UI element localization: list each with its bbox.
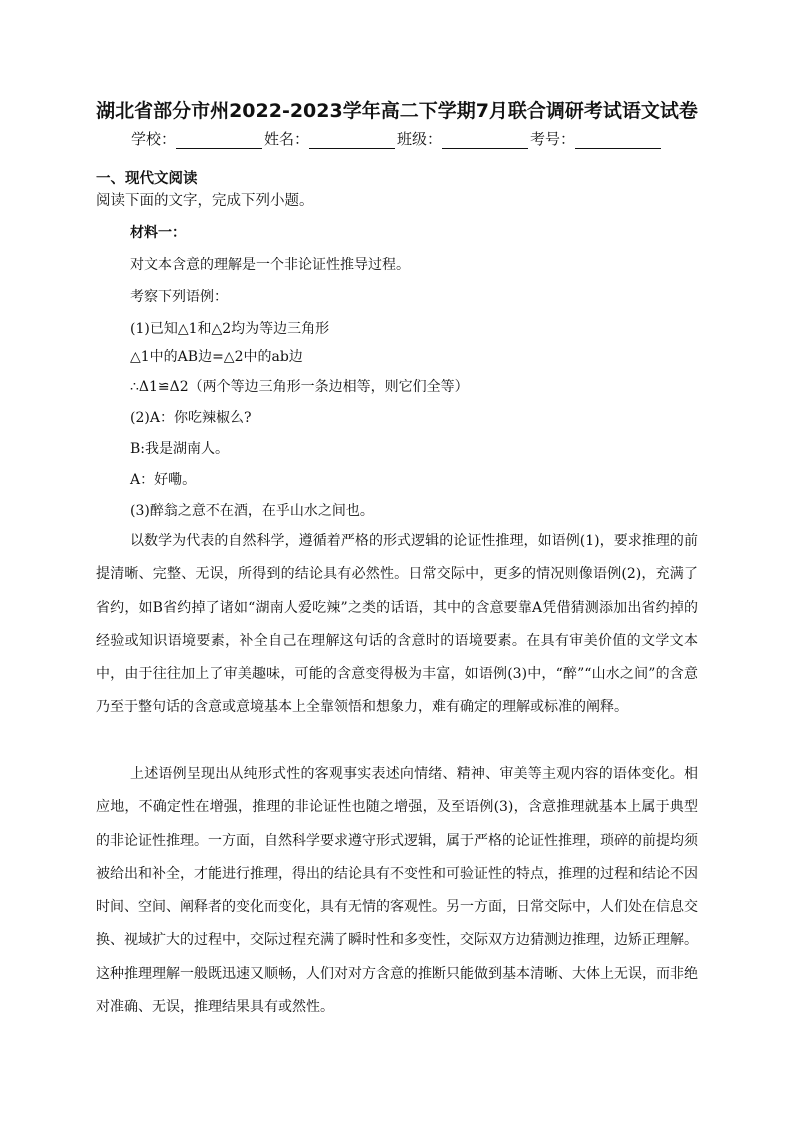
exam-title: 湖北省部分市州2022-2023学年高二下学期7月联合调研考试语文试卷 xyxy=(96,100,698,122)
name-blank xyxy=(309,132,395,149)
text-line: (1)已知△1和△2均为等边三角形 xyxy=(130,321,330,337)
class-label: 班级： xyxy=(397,130,443,148)
text-line: A：好嘞。 xyxy=(130,472,197,488)
text-line: (2)A：你吃辣椒么? xyxy=(130,410,252,426)
name-label: 姓名： xyxy=(263,130,309,148)
exam-number-label: 考号： xyxy=(530,130,576,148)
exam-number-field xyxy=(530,128,663,149)
text-line: △1中的AB边=△2中的ab边 xyxy=(130,349,303,365)
reading-instruction: 阅读下面的文字，完成下列小题。 xyxy=(96,193,314,209)
student-info-row xyxy=(0,128,794,149)
class-blank xyxy=(442,132,528,149)
school-field xyxy=(131,128,264,149)
body-paragraph: 以数学为代表的自然科学，遵循着严格的形式逻辑的论证性推理，如语例(1)，要求推理的前提清晰、完整、无误，所得到的结论具有必然性。日常交际中，更多的情况则像语例(2)，充满了省约，如B省约掉了诸如“湖南人爱吃辣”之类的话语，其中的含意要靠A凭借猜测添加出省约掉的经验或知识语境要素，补全自己在理解这句话的含意时的语境要素。在具有审美价值的文学文本中，由于往往加上了审美趣味，可能的含意变得极为丰富，如语例(3)中，“醉”“山水之间”的含意乃至于整句话的含意或意境基本上全靠领悟和想象力，难有确定的理解或标准的阐释。 xyxy=(96,533,698,716)
text-line: ∴Δ1≌Δ2（两个等边三角形一条边相等，则它们全等） xyxy=(130,379,469,395)
school-label: 学校： xyxy=(130,130,176,148)
name-field xyxy=(264,128,397,149)
text-line: B:我是湖南人。 xyxy=(130,441,230,457)
school-blank xyxy=(176,132,262,149)
class-field xyxy=(397,128,530,149)
section-heading: 一、现代文阅读 xyxy=(96,171,198,187)
text-line: (3)醉翁之意不在酒，在乎山水之间也。 xyxy=(130,503,374,519)
body-paragraph: 上述语例呈现出从纯形式性的客观事实表述向情绪、精神、审美等主观内容的语体变化。相应地，不确定性在增强，推理的非论证性也随之增强，及至语例(3)，含意推理就基本上属于典型的非论证性推理。一方面，自然科学要求遵守形式逻辑，属于严格的论证性推理，琐碎的前提均须被给出和补全，才能进行推理，得出的结论具有不变性和可验证性的特点，推理的过程和结论不因时间、空间、阐释者的变化而变化，具有无情的客观性。另一方面，日常交际中，人们处在信息交换、视域扩大的过程中，交际过程充满了瞬时性和多变性，交际双方边猜测边推理，边矫正理解。这种推理理解一般既迅速又顺畅，人们对对方含意的推断只能做到基本清晰、大体上无误，而非绝对准确、无误，推理结果具有或然性。 xyxy=(96,766,698,1016)
exam-number-blank xyxy=(575,132,661,149)
text-line: 对文本含意的理解是一个非论证性推导过程。 xyxy=(130,257,410,273)
text-line: 考察下列语例： xyxy=(130,289,228,305)
material-label: 材料一： xyxy=(130,225,186,241)
